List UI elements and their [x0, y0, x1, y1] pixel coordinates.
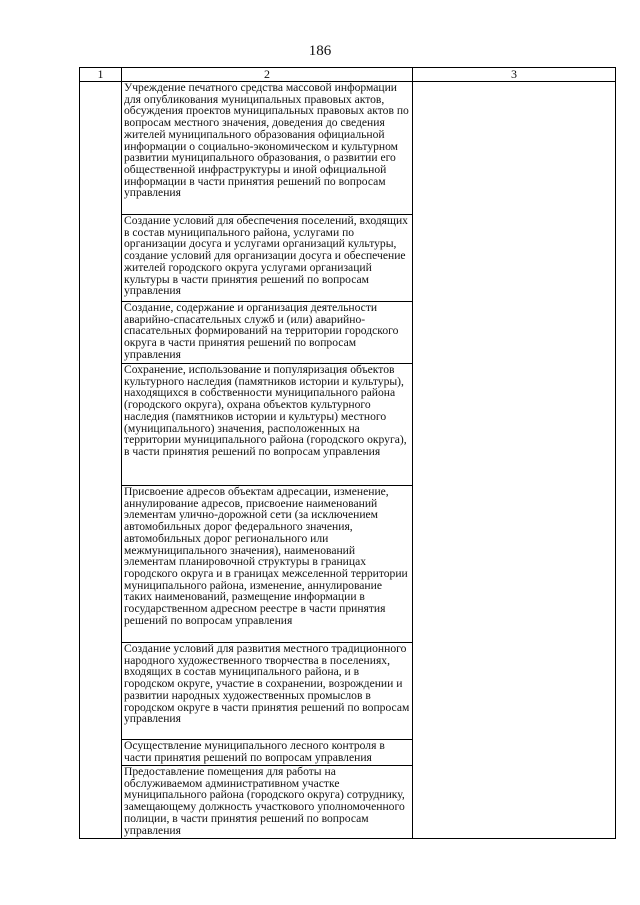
- function-text: Учреждение печатного средства массовой информации для опубликования муниципальных правовых актов, обсуждения проектов муниципальных правовых актов по вопросам местного значения, доведения до сведения жителей муниципального образования официальной информации о социально-экономическом и культурном развитии муниципального образования, о развитии его общественной инфраструктуры и иной официальной информации в части принятия решений по вопросам управления: [124, 81, 409, 200]
- function-text: Создание условий для обеспечения поселений, входящих в состав муниципального района, услугами по организации досуга и услугами организаций культуры, создание условий для организации досуга и обеспечение жителей городского округа услугами организаций культуры в части принятия решений по вопросам управления: [124, 214, 408, 298]
- function-text: Осуществление муниципального лесного контроля в части принятия решений по вопросам управления: [124, 739, 385, 764]
- column-header-3: 3: [413, 68, 616, 82]
- table-cell-empty: [413, 740, 616, 766]
- page-number: 186: [308, 43, 332, 59]
- table-row: [80, 302, 616, 364]
- table-row: [80, 364, 616, 486]
- table-cell-empty: [413, 486, 616, 643]
- table-cell-empty: [413, 215, 616, 302]
- table-row: [80, 486, 616, 643]
- table-cell-function: [122, 364, 413, 486]
- function-text: Присвоение адресов объектам адресации, изменение, аннулирование адресов, присвоение наименований элементам улично-дорожной сети (за исключением автомобильных дорог федерального значения, автомобильных дорог регионального или межмуниципального значения), наименований элементам планировочной структуры в границах городского округа и в границах межселенной территории муниципального района, изменение, аннулирование таких наименований, размещение информации в государственном адресном реестре в части принятия решений по вопросам управления: [124, 485, 408, 627]
- column-header-2: 2: [122, 68, 413, 82]
- table-cell-function: [122, 740, 413, 766]
- table-cell-function: [122, 82, 413, 215]
- function-text: Создание условий для развития местного традиционного народного художественного творчества в поселениях, входящих в состав муниципального района, и в городском округе, участие в сохранении, возрождении и развитии народных художественных промыслов в городском округе в части принятия решений по вопросам управления: [124, 642, 410, 726]
- table-row: [80, 740, 616, 766]
- table-cell-empty: [413, 643, 616, 740]
- table-cell-number: [80, 486, 122, 643]
- table-cell-empty: [413, 302, 616, 364]
- table-cell-empty: [413, 766, 616, 839]
- table-cell-number: [80, 302, 122, 364]
- functions-table: [79, 67, 616, 839]
- table-cell-number: [80, 215, 122, 302]
- table-row: [80, 766, 616, 839]
- table-cell-function: [122, 215, 413, 302]
- table-cell-number: [80, 740, 122, 766]
- function-text: Создание, содержание и организация деятельности аварийно-спасательных служб и (или) аварийно-спасательных формирований на территории городского округа в части принятия решений по вопросам управления: [124, 301, 399, 361]
- table-cell-number: [80, 82, 122, 215]
- table-cell-number: [80, 364, 122, 486]
- table-row: [80, 643, 616, 740]
- table-cell-number: [80, 643, 122, 740]
- table-cell-empty: [413, 82, 616, 215]
- table-row: [80, 215, 616, 302]
- table-cell-function: [122, 643, 413, 740]
- function-text: Предоставление помещения для работы на обслуживаемом административном участке муниципального района (городского округа) сотруднику, замещающему должность участкового уполномоченного полиции, в части принятия решений по вопросам управления: [124, 765, 405, 837]
- table-row: [80, 82, 616, 215]
- table-cell-number: [80, 766, 122, 839]
- function-text: Сохранение, использование и популяризация объектов культурного наследия (памятников истории и культуры), находящихся в собственности муниципального района (городского округа), охрана объектов культурного наследия (памятников истории и культуры) местного (муниципального) значения, расположенных на территории муниципального района (городского округа), в части принятия решений по вопросам управления: [124, 363, 407, 458]
- table-cell-empty: [413, 364, 616, 486]
- table-header-row: [80, 68, 616, 82]
- table-cell-function: [122, 486, 413, 643]
- table-cell-function: [122, 766, 413, 839]
- column-header-1: 1: [80, 68, 122, 82]
- table-cell-function: [122, 302, 413, 364]
